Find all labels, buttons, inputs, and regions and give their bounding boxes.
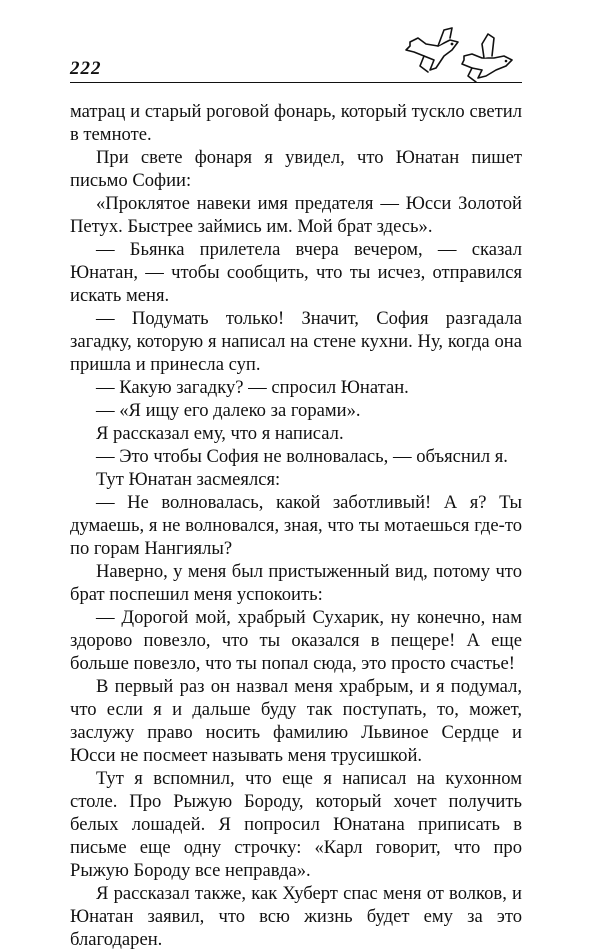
paragraph: Тут я вспомнил, что еще я написал на кухонном столе. Про Рыжую Бороду, который хочет получить белых лошадей. Я попросил Юнатана приписать в письме еще одну строчку: «Карл говорит, что про Рыжую Бороду все неправда».: [70, 768, 522, 881]
page-header: [0, 0, 600, 100]
page-number: 222: [70, 58, 102, 79]
header-rule: [70, 82, 522, 83]
page-body: [70, 100, 522, 951]
paragraph: — Какую загадку? — спросил Юнатан.: [96, 377, 409, 398]
paragraph: — «Я ищу его далеко за горами».: [96, 400, 361, 421]
paragraph: — Это чтобы София не волновалась, — объяснил я.: [96, 446, 508, 467]
paragraph: Я рассказал ему, что я написал.: [96, 423, 344, 444]
paragraph: Тут Юнатан засмеялся:: [96, 469, 281, 490]
paragraph: — Дорогой мой, храбрый Сухарик, ну конечно, нам здорово повезло, что ты оказался в пещере! А еще больше повезло, что ты попал сюда, это просто счастье!: [70, 607, 522, 674]
paragraph: Я рассказал также, как Хуберт спас меня от волков, и Юнатан заявил, что всю жизнь будет ему за это благодарен.: [70, 883, 522, 950]
paragraph: Наверно, у меня был пристыженный вид, потому что брат поспешил меня успокоить:: [70, 561, 522, 605]
paragraph: — Подумать только! Значит, София разгадала загадку, которую я написал на стене кухни. Ну, когда она пришла и принесла суп.: [70, 308, 522, 375]
paragraph: При свете фонаря я увидел, что Юнатан пишет письмо Софии:: [70, 147, 522, 191]
paragraph: — Бьянка прилетела вчера вечером, — сказал Юнатан, — чтобы сообщить, что ты исчез, отправился искать меня.: [70, 239, 522, 306]
paragraph: — Не волновалась, какой заботливый! А я? Ты думаешь, я не волновался, зная, что ты мотаешься где-то по горам Нангиялы?: [70, 492, 522, 559]
paragraph: В первый раз он назвал меня храбрым, и я подумал, что если я и дальше буду так поступать, то, может, заслужу право носить фамилию Львиное Сердце и Юсси не посмеет называть меня трусишкой.: [70, 676, 522, 766]
doves-icon: [398, 26, 520, 84]
paragraph: «Проклятое навеки имя предателя — Юсси Золотой Петух. Быстрее займись им. Мой брат здесь».: [70, 193, 522, 237]
paragraph: матрац и старый роговой фонарь, который тускло светил в темноте.: [70, 101, 522, 145]
